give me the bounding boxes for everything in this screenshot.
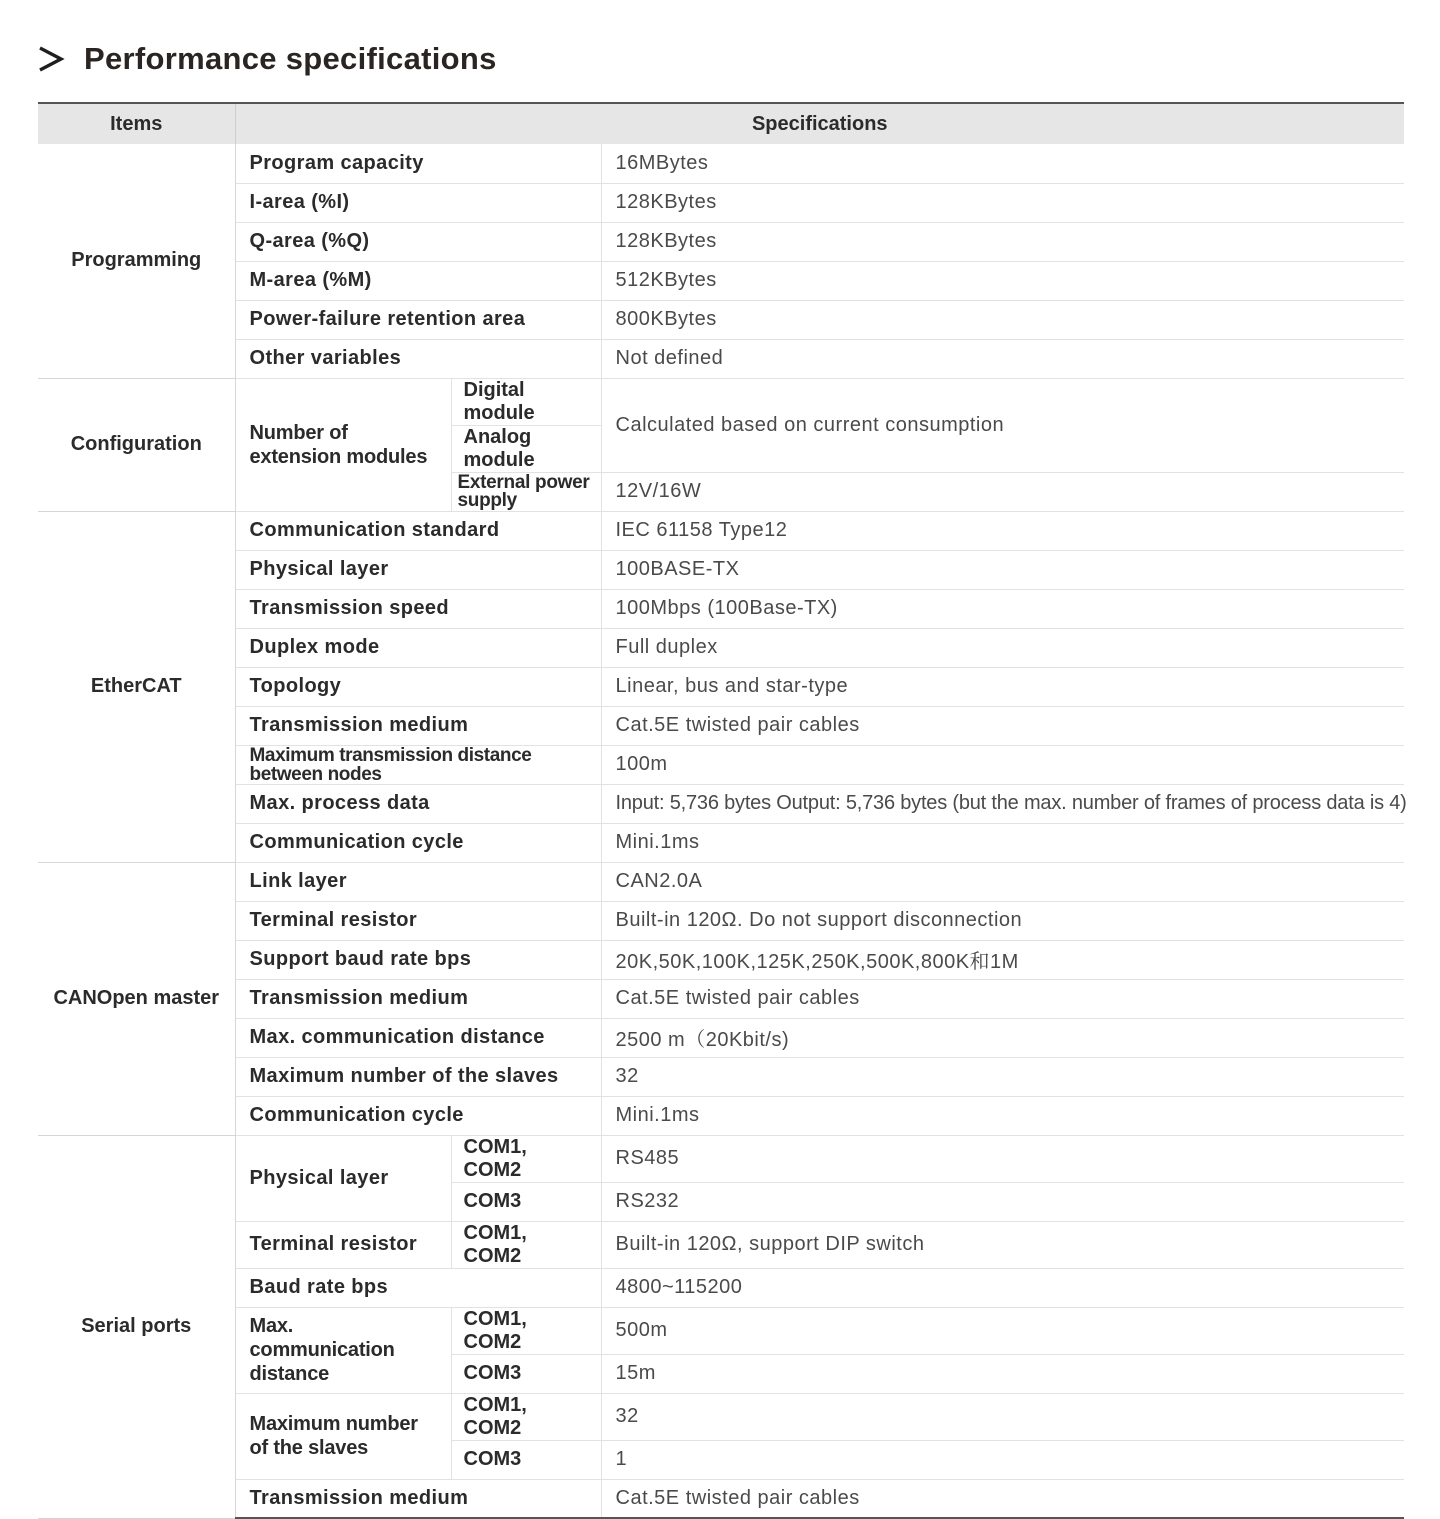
spec-value: Cat.5E twisted pair cables: [601, 979, 1404, 1018]
spec-value: 500m: [601, 1307, 1404, 1354]
spec-item: Communication standard: [235, 511, 601, 550]
spec-value: 128KBytes: [601, 222, 1404, 261]
table-row: [38, 1221, 1404, 1268]
spec-item: Other variables: [235, 339, 601, 378]
spec-item: Max. communication distance: [235, 1018, 601, 1057]
spec-item: Transmission speed: [235, 589, 601, 628]
spec-value: Not defined: [601, 339, 1404, 378]
spec-value: Mini.1ms: [601, 823, 1404, 862]
group-ethercat: EtherCAT: [38, 511, 235, 862]
table-row: [38, 628, 1404, 667]
section-heading: [36, 36, 497, 82]
page-title: Performance specifications: [84, 41, 497, 76]
spec-item: Terminal resistor: [235, 1221, 451, 1268]
spec-value: Cat.5E twisted pair cables: [601, 1479, 1404, 1518]
table-row: [38, 339, 1404, 378]
spec-value: RS232: [601, 1182, 1404, 1221]
spec-item: Link layer: [235, 862, 601, 901]
spec-item: M-area (%M): [235, 261, 601, 300]
spec-value: 100BASE-TX: [601, 550, 1404, 589]
table-row: [38, 589, 1404, 628]
table-row: [38, 144, 1404, 183]
spec-item: Communication cycle: [235, 1096, 601, 1135]
spec-item: Physical layer: [235, 1135, 451, 1221]
spec-item: Max. process data: [235, 784, 601, 823]
spec-value: Full duplex: [601, 628, 1404, 667]
spec-item: Topology: [235, 667, 601, 706]
spec-item: Maximum number of the slaves: [235, 1393, 451, 1479]
table-row: [38, 1307, 1404, 1354]
spec-value: 20K,50K,100K,125K,250K,500K,800K和1M: [601, 940, 1404, 979]
table-row: [38, 823, 1404, 862]
table-row: [38, 511, 1404, 550]
spec-item: Max. communication distance: [235, 1307, 451, 1393]
table-header-row: [38, 103, 1404, 144]
spec-subitem: Analog module: [451, 425, 601, 472]
spec-item: Transmission medium: [235, 1479, 601, 1518]
spec-value: 12V/16W: [601, 472, 1404, 511]
group-canopen-master: CANOpen master: [38, 862, 235, 1135]
table-row: [38, 550, 1404, 589]
spec-value: 16MBytes: [601, 144, 1404, 183]
spec-value: Input: 5,736 bytes Output: 5,736 bytes (but the max. number of frames of process data is 4): [601, 784, 1404, 823]
table-row: [38, 745, 1404, 784]
spec-subitem: COM1, COM2: [451, 1393, 601, 1440]
spec-subitem: COM1, COM2: [451, 1307, 601, 1354]
spec-subitem: Digital module: [451, 378, 601, 425]
table-row: [38, 1268, 1404, 1307]
spec-value: Built-in 120Ω, support DIP switch: [601, 1221, 1404, 1268]
spec-item: Communication cycle: [235, 823, 601, 862]
spec-value: Linear, bus and star-type: [601, 667, 1404, 706]
spec-item: Support baud rate bps: [235, 940, 601, 979]
spec-value: 32: [601, 1393, 1404, 1440]
spec-value: 4800~115200: [601, 1268, 1404, 1307]
table-row: [38, 901, 1404, 940]
table-row: [38, 784, 1404, 823]
spec-item: I-area (%I): [235, 183, 601, 222]
spec-value: Cat.5E twisted pair cables: [601, 706, 1404, 745]
spec-value: 2500 m（20Kbit/s): [601, 1018, 1404, 1057]
group-serial-ports: Serial ports: [38, 1135, 235, 1518]
spec-item: Baud rate bps: [235, 1268, 601, 1307]
spec-item: Terminal resistor: [235, 901, 601, 940]
table-row: [38, 706, 1404, 745]
spec-item: Physical layer: [235, 550, 601, 589]
table-row: [38, 1135, 1404, 1182]
spec-value: 128KBytes: [601, 183, 1404, 222]
table-row: [38, 222, 1404, 261]
spec-value: RS485: [601, 1135, 1404, 1182]
group-configuration: Configuration: [38, 378, 235, 511]
spec-subitem: COM1, COM2: [451, 1135, 601, 1182]
spec-value: Calculated based on current consumption: [601, 378, 1404, 472]
spec-value: 800KBytes: [601, 300, 1404, 339]
spec-item: Transmission medium: [235, 979, 601, 1018]
spec-value: 100m: [601, 745, 1404, 784]
table-row: [38, 940, 1404, 979]
table-row: [38, 862, 1404, 901]
spec-item: Transmission medium: [235, 706, 601, 745]
spec-value: 1: [601, 1440, 1404, 1479]
spec-subitem: COM3: [451, 1354, 601, 1393]
spec-value: Built-in 120Ω. Do not support disconnection: [601, 901, 1404, 940]
spec-item: Q-area (%Q): [235, 222, 601, 261]
spec-subitem: COM3: [451, 1440, 601, 1479]
spec-value: 512KBytes: [601, 261, 1404, 300]
spec-value: 100Mbps (100Base-TX): [601, 589, 1404, 628]
spec-item: Power-failure retention area: [235, 300, 601, 339]
group-programming: Programming: [38, 144, 235, 378]
header-specifications: Specifications: [235, 103, 1404, 144]
table-row: [38, 1057, 1404, 1096]
table-row: [38, 1393, 1404, 1440]
table-row: [38, 1018, 1404, 1057]
spec-item: Program capacity: [235, 144, 601, 183]
spec-item: Maximum transmission distance between nodes: [235, 745, 601, 784]
spec-item: Number of extension modules: [235, 378, 451, 511]
table-row: [38, 300, 1404, 339]
spec-item: Maximum number of the slaves: [235, 1057, 601, 1096]
spec-value: 32: [601, 1057, 1404, 1096]
table-row: [38, 979, 1404, 1018]
chevron-right-icon: [36, 44, 66, 74]
table-row: [38, 183, 1404, 222]
spec-value: CAN2.0A: [601, 862, 1404, 901]
spec-value: Mini.1ms: [601, 1096, 1404, 1135]
specifications-table: [38, 102, 1407, 1519]
table-row: [38, 1096, 1404, 1135]
table-row: [38, 1479, 1404, 1518]
spec-item: Duplex mode: [235, 628, 601, 667]
spec-subitem: COM3: [451, 1182, 601, 1221]
spec-value: 15m: [601, 1354, 1404, 1393]
spec-subitem: COM1, COM2: [451, 1221, 601, 1268]
table-row: [38, 378, 1404, 425]
table-row: [38, 667, 1404, 706]
header-items: Items: [38, 103, 235, 144]
spec-subitem: External power supply: [451, 472, 601, 511]
table-row: [38, 261, 1404, 300]
spec-value: IEC 61158 Type12: [601, 511, 1404, 550]
